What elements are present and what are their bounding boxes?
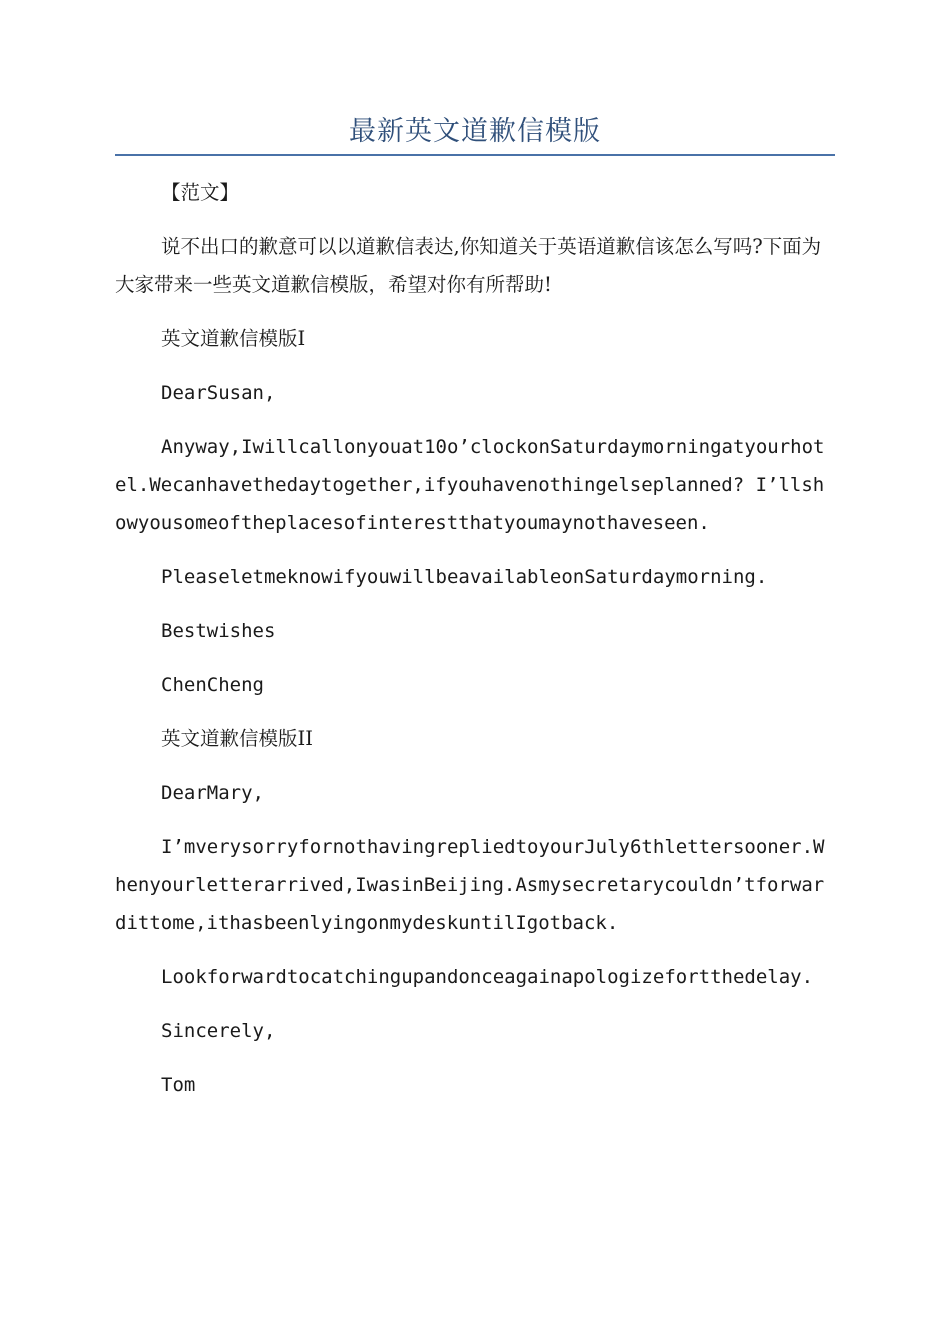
letter-1-greeting: DearSusan,	[161, 382, 276, 404]
letter-2-greeting: DearMary,	[161, 782, 264, 804]
page-title: 最新英文道歉信模版	[349, 116, 601, 147]
letter-1-body: Anyway,Iwillcallonyouat10o’clockonSaturdaymorningatyourhotel.Wecanhavethedaytogether,ifyouhavenothingelseplanned? I’llshowyousomeoftheplacesofinterestthatyoumaynothaveseen.	[115, 436, 825, 534]
letter-2-closing: Sincerely,	[161, 1020, 276, 1042]
document-body	[115, 174, 835, 1120]
letter-2-body: I’mverysorryfornothavingrepliedtoyourJuly6thlettersooner.Whenyourletterarrived,IwasinBeijing.Asmysecretarycouldn’tforwardittome,ithasbeenlyingonmydeskuntilIgotback.	[115, 836, 825, 934]
letter-1-request: PleaseletmeknowifyouwillbeavailableonSaturdaymorning.	[161, 566, 768, 588]
letter-1-closing: Bestwishes	[161, 620, 276, 642]
intro-paragraph: 说不出口的歉意可以以道歉信表达,你知道关于英语道歉信该怎么写吗?下面为大家带来一些英文道歉信模版，希望对你有所帮助!	[115, 235, 822, 296]
template-heading-2: 英文道歉信模版II	[161, 727, 313, 750]
letter-2-signature: Tom	[161, 1074, 196, 1096]
section-label: 【范文】	[161, 181, 240, 204]
letter-1-signature: ChenCheng	[161, 674, 264, 696]
template-heading-1: 英文道歉信模版I	[161, 327, 306, 350]
title-underline	[115, 154, 835, 156]
letter-2-closing-line: Lookforwardtocatchingupandonceagainapologizefortthedelay.	[161, 966, 814, 988]
